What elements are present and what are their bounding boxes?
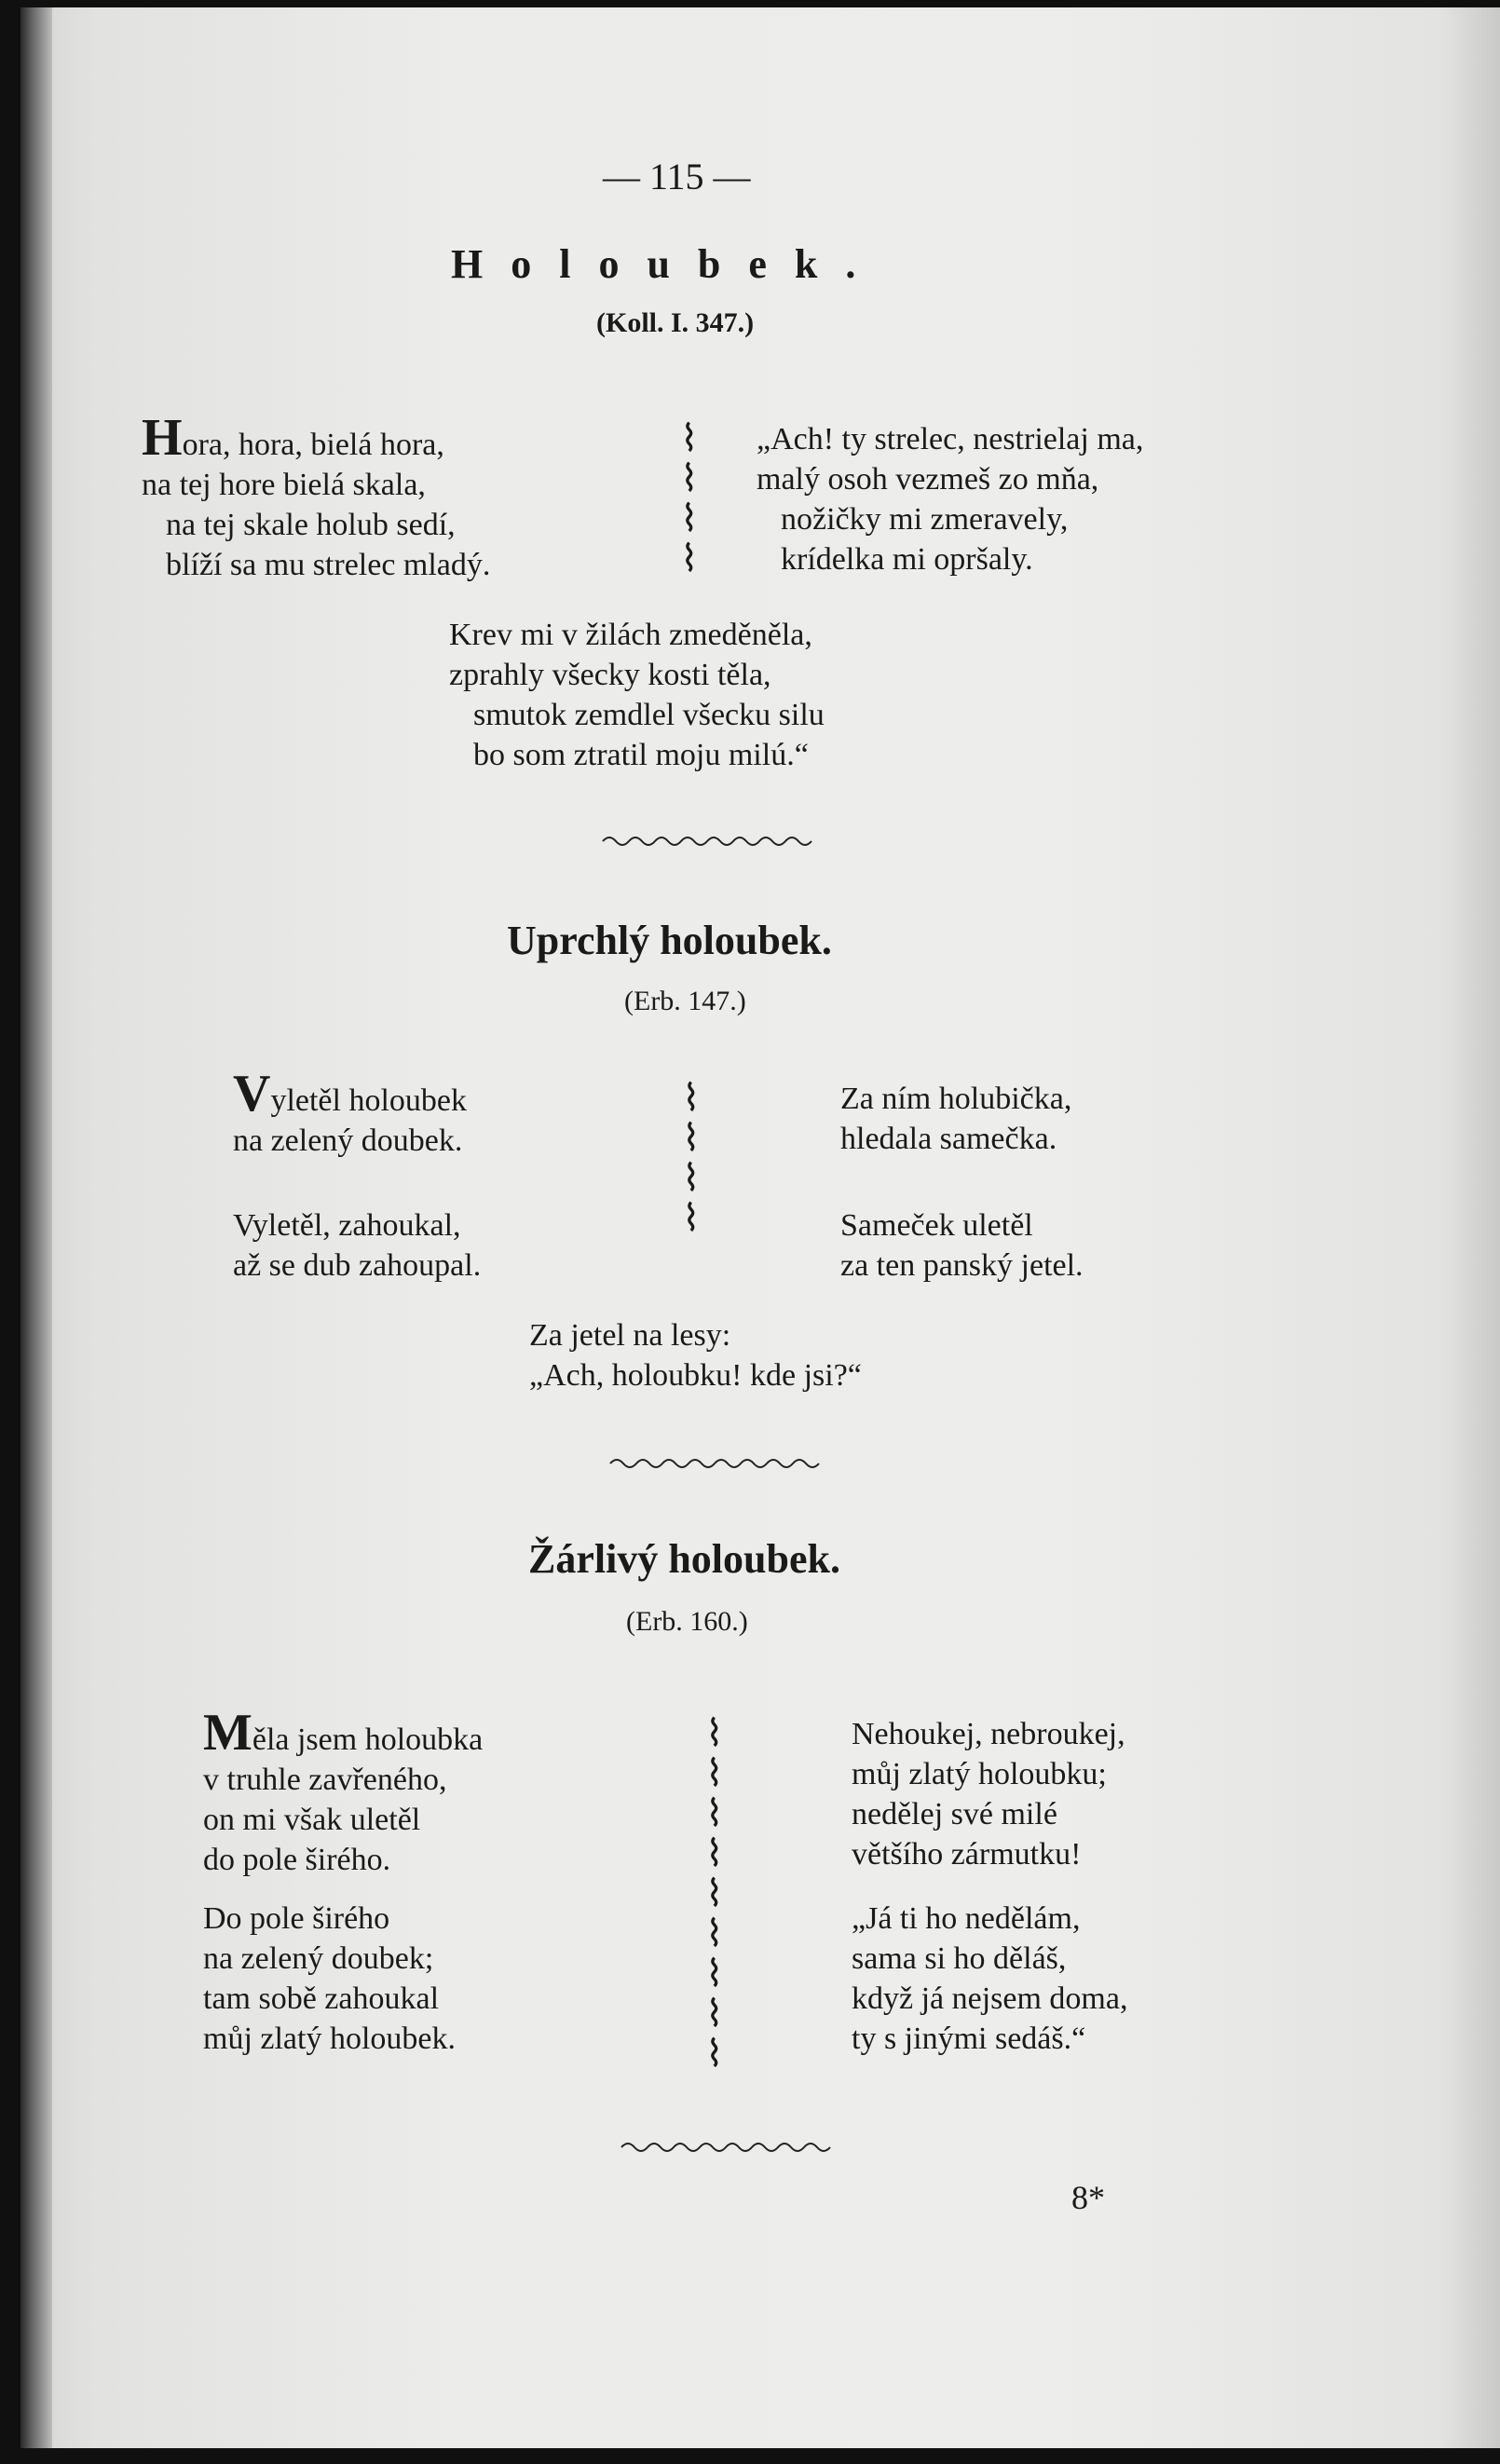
verse-line: hledala samečka. [840, 1122, 1057, 1156]
poem2-left-stanza-2 [233, 1205, 481, 1286]
signature-mark: 8* [1071, 2179, 1105, 2216]
verse-line: krídelka mi opršaly. [781, 542, 1033, 577]
poem-title: Holoubek. [451, 241, 884, 287]
verse-line: za ten panský jetel. [840, 1248, 1084, 1283]
poem2-left-stanza [233, 1065, 468, 1161]
verse-line: většího zármutku! [852, 1837, 1082, 1872]
verse-line: tam sobě zahoukal [203, 1981, 440, 2016]
brace-divider: ⌇ ⌇ ⌇ ⌇ [680, 417, 699, 580]
poem1-left-stanza [142, 409, 491, 585]
verse-line: „Ach! ty strelec, nestrielaj ma, [757, 422, 1144, 456]
verse-line: nožičky mi zmeravely, [781, 502, 1069, 537]
ornament-divider [606, 1450, 829, 1477]
poem-source: (Koll. I. 347.) [596, 307, 755, 338]
verse-line: sama si ho děláš, [852, 1941, 1067, 1976]
verse-line: Sameček uletěl [840, 1208, 1033, 1243]
verse-line: do pole širého. [203, 1843, 391, 1877]
poem3-right-stanza-2 [852, 1899, 1127, 2059]
poem-source: (Erb. 160.) [626, 1606, 748, 1637]
verse-line: blíží sa mu strelec mladý. [166, 548, 491, 582]
verse-line: Krev mi v žilách zmeděněla, [449, 618, 812, 652]
verse-line: až se dub zahoupal. [233, 1248, 482, 1283]
verse-line: nedělej své milé [852, 1797, 1057, 1831]
poem2-right-stanza [840, 1079, 1071, 1159]
verse-line: na tej skale holub sedí, [166, 508, 456, 542]
verse-line: Vyletěl, zahoukal, [233, 1208, 461, 1243]
verse-line: můj zlatý holoubku; [852, 1757, 1107, 1791]
drop-initial: V [233, 1065, 271, 1123]
verse-line: na tej hore bielá skala, [142, 468, 426, 502]
poem2-right-stanza-2 [840, 1205, 1084, 1286]
verse-line: „Já ti ho nedělám, [852, 1901, 1081, 1936]
brace-divider: ⌇ ⌇ ⌇ ⌇ ⌇ ⌇ ⌇ ⌇ ⌇ [705, 1712, 724, 2076]
verse-line: Nehoukej, nebroukej, [852, 1717, 1125, 1751]
brace-divider: ⌇ ⌇ ⌇ ⌇ [682, 1077, 701, 1240]
verse-line-first: Vyletěl holoubek [233, 1065, 468, 1123]
poem3-left-stanza [203, 1704, 484, 1880]
verse-line: on mi však uletěl [203, 1803, 421, 1837]
verse-line: zprahly všecky kosti těla, [449, 658, 771, 692]
verse-line: na zelený doubek; [203, 1941, 434, 1976]
verse-line: ty s jinými sedáš.“ [852, 2022, 1086, 2056]
drop-initial: H [142, 409, 183, 467]
verse-line: bo som ztratil moju milú.“ [473, 738, 809, 772]
poem3-left-stanza-2 [203, 1899, 456, 2059]
book-page [20, 7, 1500, 2448]
drop-initial: M [203, 1704, 252, 1762]
verse-line-first: Hora, hora, bielá hora, [142, 409, 444, 467]
poem-title: Uprchlý holoubek. [507, 918, 832, 963]
page-spine-shadow [20, 7, 52, 2448]
verse-line: můj zlatý holoubek. [203, 2022, 457, 2056]
verse-line-first: Měla jsem holoubka [203, 1704, 484, 1762]
ornament-divider [598, 827, 822, 855]
verse-line: „Ach, holoubku! kde jsi?“ [529, 1358, 862, 1393]
poem3-right-stanza [852, 1714, 1125, 1874]
verse-line: když já nejsem doma, [852, 1981, 1128, 2016]
verse-line: Za jetel na lesy: [529, 1318, 731, 1353]
ornament-divider [617, 2133, 840, 2161]
verse-line: Za ním holubička, [840, 1082, 1072, 1116]
poem1-right-stanza [757, 419, 1143, 579]
verse-line: smutok zemdlel všecku silu [473, 698, 825, 732]
verse-line: malý osoh vezmeš zo mňa, [757, 462, 1099, 497]
verse-line: v truhle zavřeného, [203, 1763, 447, 1797]
page-number: — 115 — [603, 156, 751, 197]
verse-line: Do pole širého [203, 1901, 390, 1936]
poem2-center-stanza [529, 1315, 862, 1395]
poem-title: Žárlivý holoubek. [528, 1536, 840, 1582]
verse-line: na zelený doubek. [233, 1123, 463, 1158]
poem-source: (Erb. 147.) [624, 986, 746, 1016]
poem1-center-stanza [449, 615, 825, 775]
